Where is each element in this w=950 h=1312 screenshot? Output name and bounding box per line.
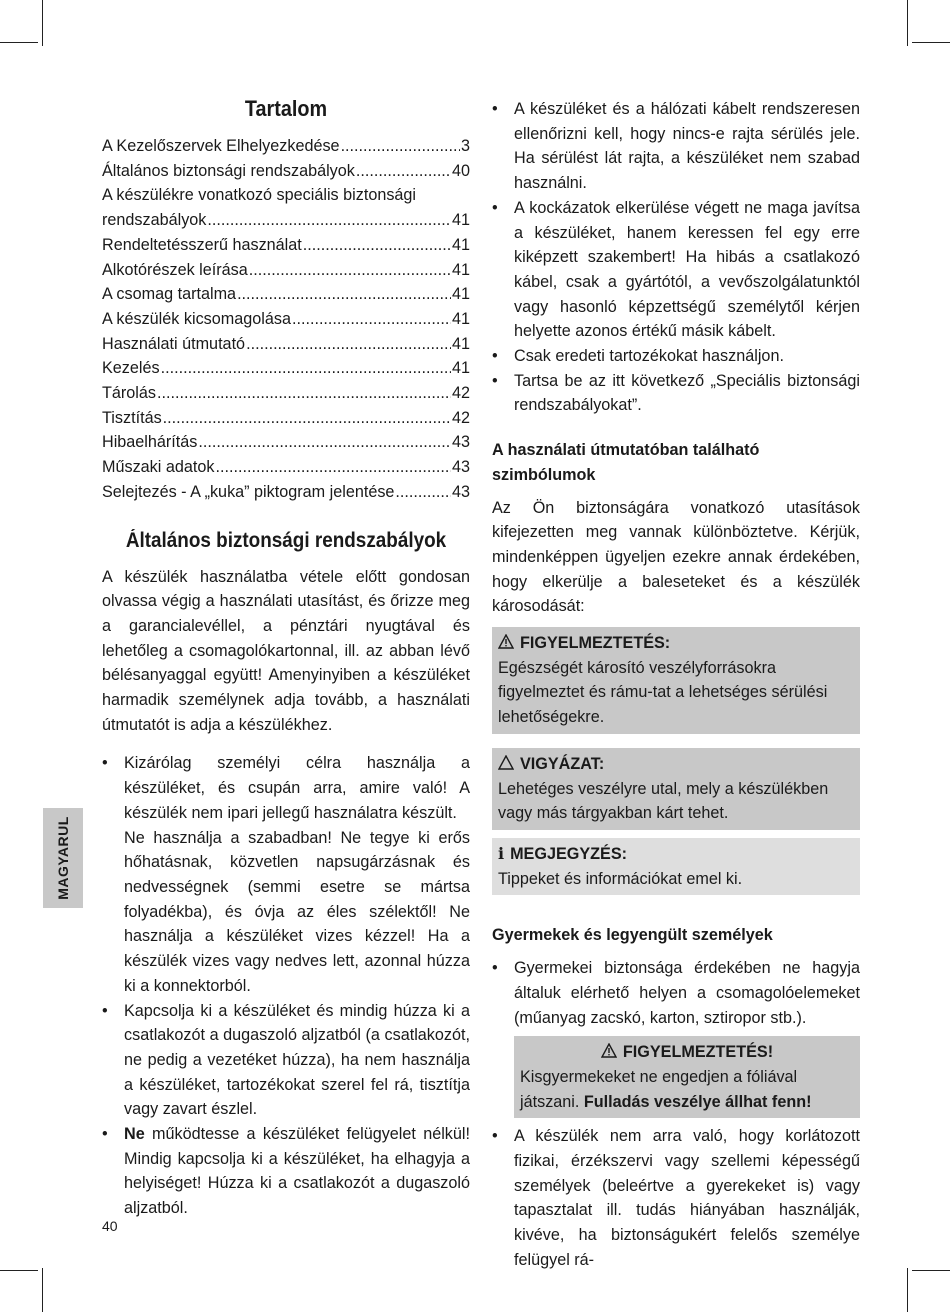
children-bullets-2	[492, 1124, 860, 1272]
bullet-item: • Gyermekei biztonsága érdekében ne hagyja általuk elérhető helyen a csomagolóelemeket (műanyag zacskó, karton, sztiropor stb.).	[492, 956, 860, 1030]
safety-title: Általános biztonsági rendszabályok	[125, 528, 447, 552]
crop-mark	[907, 0, 908, 46]
toc-entry[interactable]: Általános biztonsági rendszabályok ..... 40	[102, 159, 470, 184]
bullet-item: • A készülék nem arra való, hogy korlátozott fizikai, érzékszervi vagy szellemi képességű személyek (beleértve a gyerekeket is) vagy tapasztalat ill. tudás hiányában használják, kivéve, ha biztonságukért felelős személye felügyel rá-	[492, 1124, 860, 1272]
children-warning-box	[514, 1036, 860, 1118]
bullet-item: • A készüléket és a hálózati kábelt rendszeresen ellenőrizni kell, hogy nincs-e rajta sérülés jele. Ha sérülést lát rajta, a készüléket nem szabad használni.	[492, 97, 860, 196]
toc-entry[interactable]: Selejtezés - A „kuka” piktogram jelentése ..... 43	[102, 480, 470, 505]
info-icon: i	[498, 844, 505, 864]
toc-entry[interactable]: A készülék kicsomagolása ..... 41	[102, 307, 470, 332]
children-heading: Gyermekek és legyengült személyek	[492, 926, 773, 945]
children-warning-title: FIGYELMEZTETÉS!	[622, 1043, 774, 1062]
language-side-tab	[43, 808, 83, 908]
warning-triangle-icon	[601, 1043, 617, 1062]
safety-bullets	[102, 751, 470, 1220]
children-warning-text: Kisgyermekeket ne engedjen a fóliával játszani.	[520, 1067, 798, 1111]
toc-entry[interactable]: Tárolás ..... 42	[102, 381, 470, 406]
note-box	[492, 838, 860, 895]
crop-mark	[42, 0, 43, 46]
toc-title: Tartalom	[244, 96, 328, 121]
warning-text: Egészségét károsító veszélyforrásokra figyelmeztet és rámu-tat a lehetséges sérülési lehetőségekre.	[498, 658, 828, 727]
crop-mark	[907, 1268, 908, 1312]
toc-entry[interactable]: Használati útmutató ..... 41	[102, 332, 470, 357]
toc-entry[interactable]: Hibaelhárítás ..... 43	[102, 430, 470, 455]
toc-list	[102, 134, 470, 505]
safety-intro: A készülék használatba vétele előtt gondosan olvassa végig a használati utasítást, és őrizze meg a garancialevéllel, a pénztári nyugtával és lehetőleg a csomagolókartonnal, ill. az abban lévő bélésanyaggal együtt! Amenyinyiben a készüléket harmadik személynek adja tovább, a használati útmutatót is adja a készülékhez.	[102, 567, 470, 734]
language-label: MAGYARUL	[55, 816, 72, 900]
bullet-item: • Tartsa be az itt következő „Speciális biztonsági rendszabályokat”.	[492, 369, 860, 418]
crop-mark	[0, 1270, 38, 1271]
bullet-item: • Csak eredeti tartozékokat használjon.	[492, 344, 860, 369]
note-text: Tippeket és információkat emel ki.	[498, 869, 743, 888]
symbols-heading: A használati útmutatóban található szimbólumok	[492, 441, 760, 484]
toc-entry[interactable]: rendszabályok ..... 41	[102, 208, 470, 233]
toc-entry[interactable]: Tisztítás ..... 42	[102, 406, 470, 431]
warning-title: FIGYELMEZTETÉS:	[520, 634, 671, 653]
bullet-item: • Ne működtesse a készüléket felügyelet nélkül! Mindig kapcsolja ki a készüléket, ha elhagyja a helyiséget! Húzza ki a csatlakozót a dugaszoló aljzatból.	[102, 1122, 470, 1221]
crop-mark	[0, 42, 38, 43]
safety-bullets-continued	[492, 97, 860, 418]
crop-mark	[912, 1270, 950, 1271]
toc-entry-prefix: A készülékre vonatkozó speciális biztonsági	[102, 186, 417, 205]
note-title: MEGJEGYZÉS:	[510, 844, 628, 863]
bullet-item: • A kockázatok elkerülése végett ne maga javítsa a készüléket, hanem keressen fel egy erre kiképzett szakembert! Ha hibás a csatlakozó kábel, csak a gyártótól, a vevőszolgálatunktól vagy hasonló képzettségű személytől kérjen helyette azonos értékű másik kábelt.	[492, 196, 860, 344]
symbols-intro: Az Ön biztonságára vonatkozó utasítások kifejezetten meg vannak különböztetve. Kérjük, mindenképpen ügyeljen ezekre annak érdekében, hogy elkerülje a baleseteket és a készülék károsodását:	[492, 498, 860, 616]
warning-triangle-icon	[498, 634, 514, 653]
warning-box	[492, 627, 860, 734]
bullet-item: • Kapcsolja ki a készüléket és mindig húzza ki a csatlakozót a dugaszoló aljzatból (a csatlakozót, ne pedig a vezetéket húzza), ha nem használja a készüléket, tartozékokat szerel fel rá, tisztítja vagy zavart észlel.	[102, 999, 470, 1123]
children-bullets	[492, 956, 860, 1030]
caution-title: VIGYÁZAT:	[520, 754, 605, 773]
right-column	[492, 97, 860, 1273]
toc-entry[interactable]: Rendeltetésszerű használat ..... 41	[102, 233, 470, 258]
caution-text: Lehetéges veszélyre utal, mely a készülékben vagy más tárgyakban kárt tehet.	[498, 779, 829, 823]
toc-entry[interactable]: Kezelés ..... 41	[102, 356, 470, 381]
crop-mark	[912, 42, 950, 43]
toc-entry[interactable]: Alkotórészek leírása ..... 41	[102, 258, 470, 283]
toc-entry[interactable]: A csomag tartalma ..... 41	[102, 282, 470, 307]
crop-mark	[42, 1268, 43, 1312]
left-column	[102, 92, 470, 1221]
toc-entry[interactable]: Műszaki adatok ..... 43	[102, 455, 470, 480]
page-number: 40	[102, 1218, 118, 1234]
toc-entry[interactable]: A Kezelőszervek Elhelyezkedése ..... 3	[102, 134, 470, 159]
bullet-item: • Kizárólag személyi célra használja a készüléket, és csupán arra, amire való! A készülék nem ipari jellegű használatra készült. Ne használja a szabadban! Ne tegye ki erős hőhatásnak, közvetlen napsugárzásnak és nedvességnek (semmi esetre se mártsa folyadékba), és óvja az éles szélektől! Ne használja a készüléket vizes kézzel! Ha a készülék vizes vagy nedves lett, azonnal húzza ki a konnektorból.	[102, 751, 470, 998]
caution-triangle-icon	[498, 755, 514, 774]
children-warning-bold: Fulladás veszélye állhat fenn!	[583, 1092, 812, 1111]
caution-box	[492, 748, 860, 830]
